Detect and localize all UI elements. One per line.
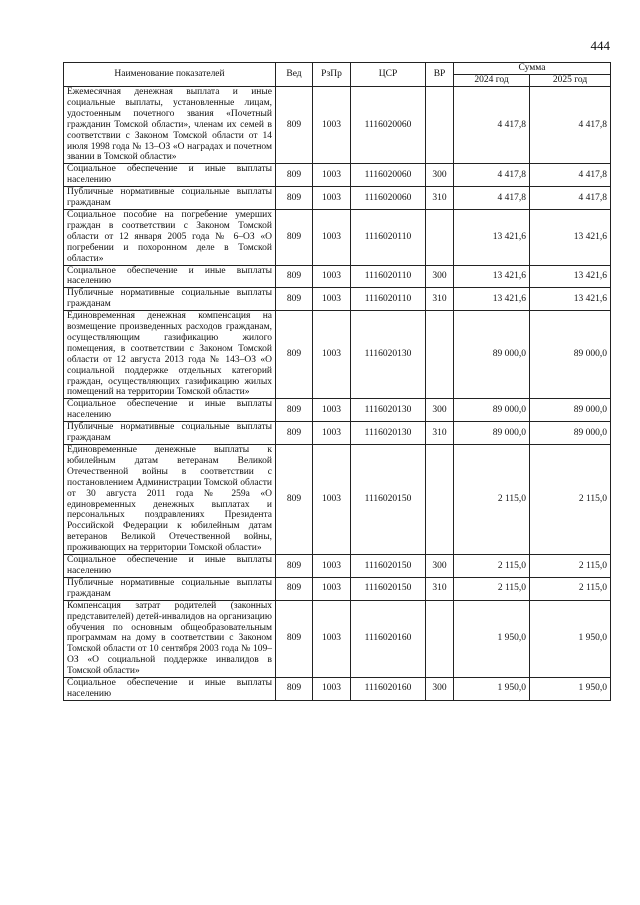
page-number: 444 <box>590 38 610 53</box>
cell-2024: 4 417,8 <box>454 187 530 210</box>
cell-ved: 809 <box>276 164 313 187</box>
cell-2025: 2 115,0 <box>530 445 611 555</box>
cell-2024: 13 421,6 <box>454 265 530 288</box>
cell-name: Единовременная денежная компенсация на возмещение произведенных расходов гражданам, осуществляющим газификацию жилого помещения, в соответствии с Законом Томской области от 12 августа 2013 года № 143–ОЗ «О социальной поддержке отдельных категорий граждан, осуществляющих газификацию жилых помещений на территории Томской области» <box>64 311 276 399</box>
cell-csr: 1116020060 <box>351 164 426 187</box>
cell-vr: 310 <box>426 577 454 600</box>
cell-2024: 2 115,0 <box>454 555 530 578</box>
cell-2024: 89 000,0 <box>454 399 530 422</box>
cell-vr <box>426 209 454 265</box>
cell-vr: 310 <box>426 187 454 210</box>
table-row <box>64 678 611 701</box>
budget-table <box>63 62 611 701</box>
cell-vr: 310 <box>426 422 454 445</box>
cell-2025: 4 417,8 <box>530 187 611 210</box>
table-row <box>64 311 611 399</box>
header-vr: ВР <box>426 63 454 87</box>
cell-2025: 89 000,0 <box>530 311 611 399</box>
cell-2024: 89 000,0 <box>454 311 530 399</box>
cell-2025: 4 417,8 <box>530 87 611 164</box>
cell-vr <box>426 445 454 555</box>
header-sum: Сумма <box>454 63 611 75</box>
cell-vr: 300 <box>426 265 454 288</box>
cell-name: Социальное обеспечение и иные выплаты населению <box>64 678 276 701</box>
table-row <box>64 577 611 600</box>
cell-rzpr: 1003 <box>313 445 351 555</box>
cell-ved: 809 <box>276 265 313 288</box>
cell-csr: 1116020110 <box>351 209 426 265</box>
cell-csr: 1116020130 <box>351 422 426 445</box>
cell-csr: 1116020150 <box>351 445 426 555</box>
cell-rzpr: 1003 <box>313 399 351 422</box>
cell-ved: 809 <box>276 187 313 210</box>
table-row <box>64 288 611 311</box>
header-2024: 2024 год <box>454 75 530 87</box>
table-row <box>64 164 611 187</box>
cell-rzpr: 1003 <box>313 87 351 164</box>
cell-name: Ежемесячная денежная выплата и иные социальные выплаты, установленные лицам, удостоенным почетного звания «Почетный гражданин Томской области», членам их семей в соответствии с Законом Томской области от 14 июля 1998 года № 13–ОЗ «О наградах и почетном звании в Томской области» <box>64 87 276 164</box>
cell-2025: 89 000,0 <box>530 422 611 445</box>
cell-ved: 809 <box>276 87 313 164</box>
cell-2025: 2 115,0 <box>530 555 611 578</box>
cell-vr <box>426 600 454 677</box>
cell-name: Публичные нормативные социальные выплаты гражданам <box>64 288 276 311</box>
cell-vr: 300 <box>426 678 454 701</box>
cell-ved: 809 <box>276 555 313 578</box>
cell-name: Единовременные денежные выплаты к юбилейным датам ветеранам Великой Отечественной войны в соответствии с постановлением Администрации Томской области от 30 августа 2011 года № 259а «О единовременных денежных выплатах и персональных поздравлениях Президента Российской Федерации к юбилейным датам ветеранов Великой Отечественной войны, проживающих на территории Томской области» <box>64 445 276 555</box>
cell-ved: 809 <box>276 209 313 265</box>
cell-ved: 809 <box>276 678 313 701</box>
cell-2025: 89 000,0 <box>530 399 611 422</box>
cell-name: Социальное обеспечение и иные выплаты населению <box>64 555 276 578</box>
cell-rzpr: 1003 <box>313 311 351 399</box>
header-name: Наименование показателей <box>64 63 276 87</box>
cell-2024: 4 417,8 <box>454 87 530 164</box>
cell-csr: 1116020130 <box>351 311 426 399</box>
cell-csr: 1116020160 <box>351 678 426 701</box>
cell-name: Публичные нормативные социальные выплаты гражданам <box>64 187 276 210</box>
cell-ved: 809 <box>276 422 313 445</box>
cell-2024: 1 950,0 <box>454 678 530 701</box>
cell-2025: 4 417,8 <box>530 164 611 187</box>
table-body <box>64 87 611 701</box>
cell-ved: 809 <box>276 445 313 555</box>
cell-rzpr: 1003 <box>313 422 351 445</box>
table-row <box>64 422 611 445</box>
cell-name: Социальное обеспечение и иные выплаты населению <box>64 399 276 422</box>
table-row <box>64 555 611 578</box>
cell-name: Социальное обеспечение и иные выплаты населению <box>64 164 276 187</box>
cell-vr: 300 <box>426 555 454 578</box>
table-row <box>64 187 611 210</box>
cell-csr: 1116020060 <box>351 87 426 164</box>
cell-rzpr: 1003 <box>313 187 351 210</box>
cell-2024: 4 417,8 <box>454 164 530 187</box>
cell-vr <box>426 311 454 399</box>
cell-rzpr: 1003 <box>313 555 351 578</box>
table-row <box>64 209 611 265</box>
cell-vr: 300 <box>426 399 454 422</box>
cell-csr: 1116020160 <box>351 600 426 677</box>
cell-2025: 2 115,0 <box>530 577 611 600</box>
cell-2025: 13 421,6 <box>530 288 611 311</box>
cell-2024: 13 421,6 <box>454 209 530 265</box>
table-row <box>64 87 611 164</box>
table-row <box>64 600 611 677</box>
cell-2025: 13 421,6 <box>530 265 611 288</box>
cell-name: Социальное обеспечение и иные выплаты населению <box>64 265 276 288</box>
cell-csr: 1116020150 <box>351 577 426 600</box>
cell-csr: 1116020110 <box>351 288 426 311</box>
cell-ved: 809 <box>276 399 313 422</box>
cell-csr: 1116020150 <box>351 555 426 578</box>
cell-rzpr: 1003 <box>313 164 351 187</box>
cell-name: Публичные нормативные социальные выплаты гражданам <box>64 577 276 600</box>
cell-2024: 13 421,6 <box>454 288 530 311</box>
cell-csr: 1116020060 <box>351 187 426 210</box>
table-row <box>64 445 611 555</box>
cell-name: Компенсация затрат родителей (законных представителей) детей-инвалидов на организацию обучения по основным общеобразовательным программам на дому в соответствии с Законом Томской области от 10 сентября 2003 года № 109–ОЗ «О социальной поддержке инвалидов в Томской области» <box>64 600 276 677</box>
cell-ved: 809 <box>276 577 313 600</box>
cell-2024: 1 950,0 <box>454 600 530 677</box>
cell-csr: 1116020110 <box>351 265 426 288</box>
cell-2025: 1 950,0 <box>530 678 611 701</box>
cell-ved: 809 <box>276 288 313 311</box>
cell-2024: 2 115,0 <box>454 445 530 555</box>
cell-2024: 89 000,0 <box>454 422 530 445</box>
cell-name: Публичные нормативные социальные выплаты гражданам <box>64 422 276 445</box>
table-row <box>64 399 611 422</box>
cell-2025: 1 950,0 <box>530 600 611 677</box>
cell-rzpr: 1003 <box>313 678 351 701</box>
cell-2024: 2 115,0 <box>454 577 530 600</box>
cell-csr: 1116020130 <box>351 399 426 422</box>
cell-ved: 809 <box>276 600 313 677</box>
cell-rzpr: 1003 <box>313 265 351 288</box>
cell-vr: 300 <box>426 164 454 187</box>
header-csr: ЦСР <box>351 63 426 87</box>
cell-2025: 13 421,6 <box>530 209 611 265</box>
cell-rzpr: 1003 <box>313 288 351 311</box>
cell-name: Социальное пособие на погребение умерших граждан в соответствии с Законом Томской области от 12 января 2005 года № 6–ОЗ «О погребении и похоронном деле в Томской области» <box>64 209 276 265</box>
header-ved: Вед <box>276 63 313 87</box>
cell-ved: 809 <box>276 311 313 399</box>
header-rzpr: РзПр <box>313 63 351 87</box>
cell-rzpr: 1003 <box>313 600 351 677</box>
cell-rzpr: 1003 <box>313 577 351 600</box>
cell-vr: 310 <box>426 288 454 311</box>
table-row <box>64 265 611 288</box>
header-2025: 2025 год <box>530 75 611 87</box>
cell-vr <box>426 87 454 164</box>
cell-rzpr: 1003 <box>313 209 351 265</box>
